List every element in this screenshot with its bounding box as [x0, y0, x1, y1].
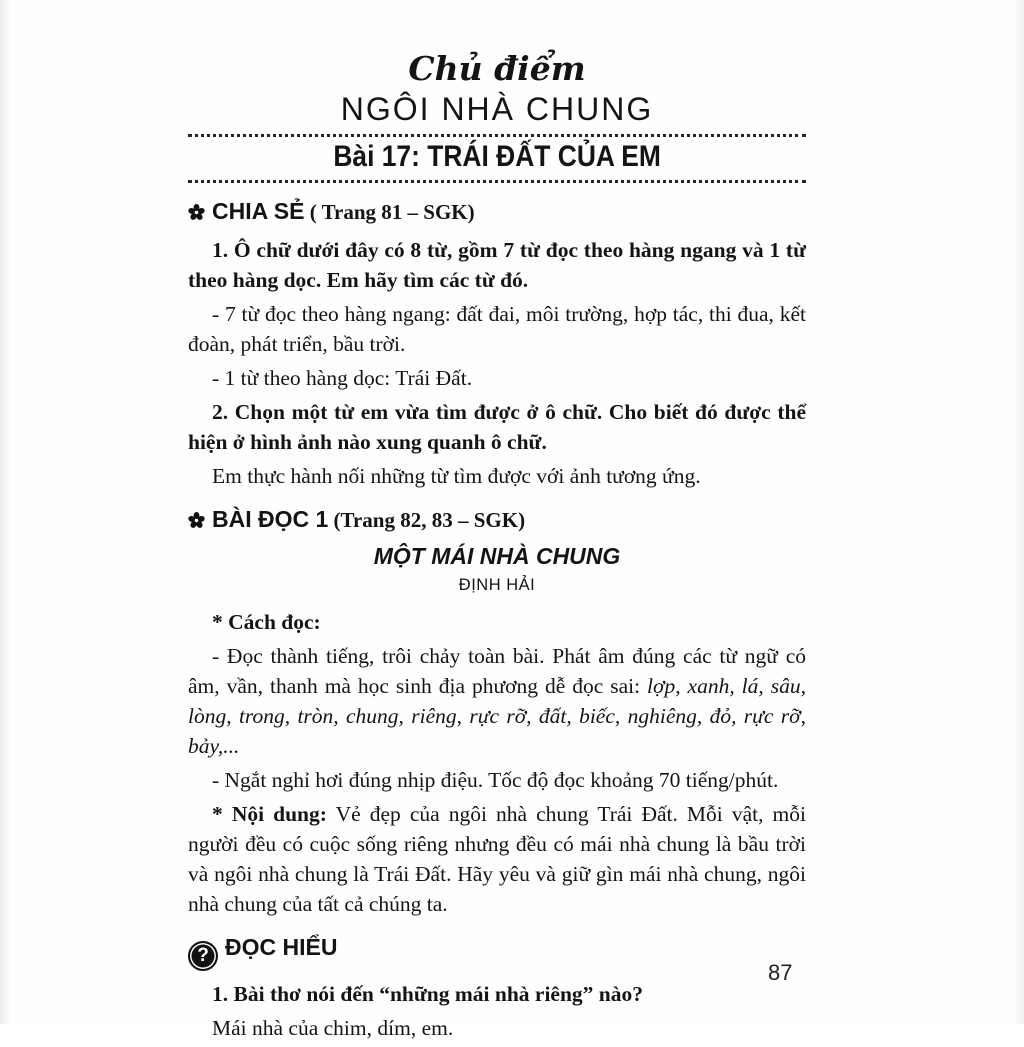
doc-hieu-answer-1: Mái nhà của chim, dím, em. [212, 1016, 454, 1041]
doc-hieu-question-1: 1. Bài thơ nói đến “những mái nhà riêng” nào? [212, 982, 644, 1007]
cach-doc-label: * Cách đọc: [212, 610, 321, 635]
cach-doc-word-list: lợp, xanh, lá, sâu, lòng, trong, tròn, chung, riêng, rực rỡ, đất, biếc, nghiêng, đỏ, rực rỡ, bảy,... [188, 674, 806, 759]
cach-doc-text: - Đọc thành tiếng, trôi chảy toàn bài. Phát âm đúng các từ ngữ có âm, vần, thanh mà học sinh địa phương dễ đọc sai: [188, 644, 806, 699]
chia-se-question-2: 2. Chọn một từ em vừa tìm được ở ô chữ. Cho biết đó được thể hiện ở hình ảnh nào xung quanh ô chữ. [188, 400, 806, 455]
section-page-ref: ( Trang 81 – SGK) [304, 200, 475, 225]
theme-label: Chủ điểm [408, 49, 586, 88]
section-heading-bai-doc-1 [188, 506, 806, 535]
flower-icon [188, 200, 205, 227]
lesson-title: Bài 17: TRÁI ĐẤT CỦA EM [333, 140, 661, 174]
noi-dung-label: * Nội dung: [212, 802, 327, 827]
chia-se-answer-2: Em thực hành nối những từ tìm được với ảnh tương ứng. [212, 464, 701, 489]
theme-title: NGÔI NHÀ CHUNG [340, 90, 654, 127]
noi-dung-paragraph [188, 799, 806, 919]
question-circle-icon [188, 941, 218, 971]
lesson-title-bar [188, 134, 806, 183]
page-content [188, 50, 806, 1047]
section-heading-label: CHIA SẺ [212, 198, 305, 225]
section-heading-chia-se [188, 198, 806, 227]
section-heading-doc-hieu [188, 934, 806, 971]
chia-se-answer-1b: - 1 từ theo hàng dọc: Trái Đất. [212, 366, 473, 391]
noi-dung-text: Vẻ đẹp của ngôi nhà chung Trái Đất. Mỗi vật, mỗi người đều có cuộc sống riêng nhưng đều có mái nhà chung là bầu trời và ngôi nhà chung là Trái Đất. Hãy yêu và giữ gìn mái nhà chung, ngôi nhà chung của tất cả chúng ta. [188, 802, 806, 917]
chia-se-question-1: 1. Ô chữ dưới đây có 8 từ, gồm 7 từ đọc theo hàng ngang và 1 từ theo hàng dọc. Em hãy tìm các từ đó. [188, 238, 806, 293]
chia-se-answer-1a: - 7 từ đọc theo hàng ngang: đất đai, môi trường, hợp tác, thi đua, kết đoàn, phát triển, bầu trời. [188, 302, 806, 357]
page-number: 87 [768, 960, 793, 985]
question-mark-glyph: ? [197, 945, 209, 967]
poem-author: ĐỊNH HẢI [458, 576, 536, 595]
poem-title: MỘT MÁI NHÀ CHUNG [373, 543, 621, 570]
cach-doc-paragraph-1 [188, 641, 806, 761]
flower-icon [188, 508, 205, 535]
cach-doc-paragraph-2: - Ngắt nghỉ hơi đúng nhịp điệu. Tốc độ đọc khoảng 70 tiếng/phút. [212, 768, 779, 793]
section-page-ref: (Trang 82, 83 – SGK) [328, 508, 526, 533]
section-heading-label: ĐỌC HIỂU [225, 934, 338, 961]
section-heading-label: BÀI ĐỌC 1 [212, 506, 329, 533]
